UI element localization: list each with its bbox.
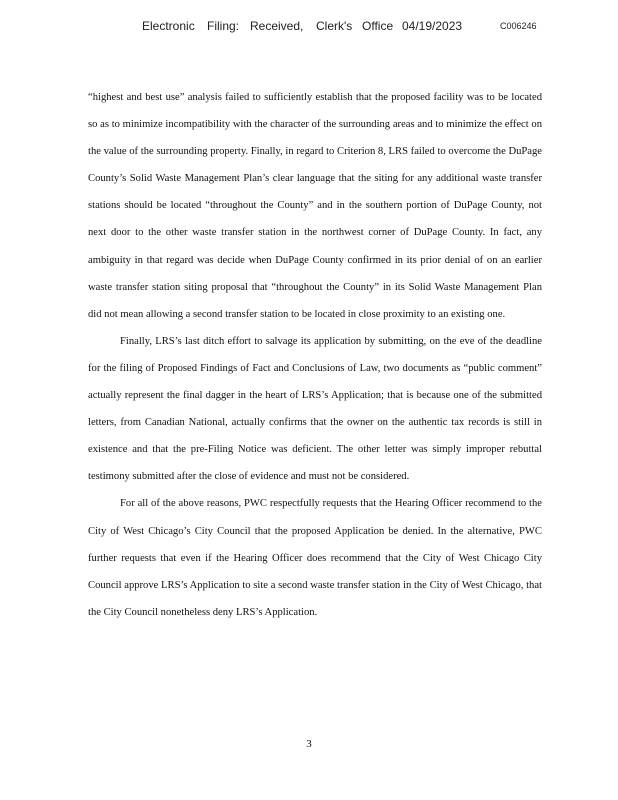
header-office: Office — [362, 19, 394, 33]
header-filing: Filing: — [207, 19, 240, 33]
document-body — [88, 84, 542, 626]
header-document-code: C006246 — [500, 21, 537, 31]
paragraph-1: “highest and best use” analysis failed to sufficiently establish that the proposed facility was to be located so as to minimize incompatibility with the character of the surrounding areas and to minimize the effect on the value of the surrounding property. Finally, in regard to Criterion 8, LRS failed to overcome the DuPage County’s Solid Waste Management Plan’s clear language that the siting for any additional waste transfer stations should be located “throughout the County” and in the southern portion of DuPage County, not next door to the other waste transfer station in the northwest corner of DuPage County. In fact, any ambiguity in that regard was decide when DuPage County confirmed in its prior denial of on an earlier waste transfer station siting proposal that “throughout the County” in its Solid Waste Management Plan did not mean allowing a second transfer station to be located in close proximity to an existing one. — [88, 92, 542, 320]
filing-stamp-header — [0, 19, 618, 39]
header-electronic: Electronic — [142, 19, 195, 33]
page-number: 3 — [306, 738, 312, 750]
paragraph-3: For all of the above reasons, PWC respectfully requests that the Hearing Officer recommend to the City of West Chicago’s City Council that the proposed Application be denied. In the alternative, PWC further requests that even if the Hearing Officer does recommend that the City of West Chicago City Council approve LRS’s Application to site a second waste transfer station in the City of West Chicago, that the City Council nonetheless deny LRS’s Application. — [88, 498, 542, 618]
header-received: Received, — [250, 19, 304, 33]
header-date: 04/19/2023 — [402, 19, 463, 33]
header-clerks: Clerk's — [316, 19, 353, 33]
paragraph-2: Finally, LRS’s last ditch effort to salvage its application by submitting, on the eve of the deadline for the filing of Proposed Findings of Fact and Conclusions of Law, two documents as “public comment” actually represent the final dagger in the heart of LRS’s Application; that is because one of the submitted letters, from Canadian National, actually confirms that the owner on the authentic tax records is still in existence and that the pre-Filing Notice was deficient. The other letter was simply improper rebuttal testimony submitted after the close of evidence and must not be considered. — [88, 335, 542, 483]
